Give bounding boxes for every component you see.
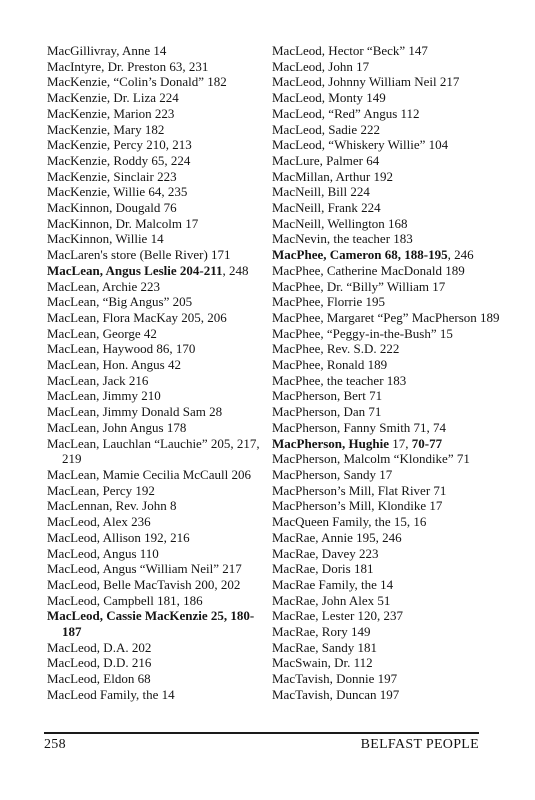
index-entry-text: MacQueen Family, the 15, 16 <box>272 514 427 530</box>
index-entry-text: MacLeod, “Whiskery Willie” 104 <box>272 137 449 153</box>
index-entry <box>47 546 272 562</box>
index-entry-text: MacNevin, the teacher 183 <box>272 231 413 247</box>
index-entry <box>272 483 512 499</box>
index-entry <box>272 640 512 656</box>
index-entry <box>272 451 512 467</box>
index-entry <box>47 671 272 687</box>
index-entry-text: MacKinnon, Dougald 76 <box>47 200 177 216</box>
index-entry-text: MacLeod, Allison 192, 216 <box>47 529 190 545</box>
index-entry-text: MacLeod, Monty 149 <box>272 90 386 106</box>
index-entry <box>47 263 272 279</box>
index-entry <box>272 514 512 530</box>
index-entry-text: MacPherson, Fanny Smith 71, 74 <box>272 419 447 435</box>
index-entry <box>272 467 512 483</box>
index-entry-text: MacLean, Percy 192 <box>47 482 155 498</box>
index-entry <box>47 404 272 420</box>
index-entry <box>272 577 512 593</box>
index-entry <box>47 561 272 577</box>
index-entry <box>47 294 272 310</box>
index-entry <box>272 137 512 153</box>
index-entry <box>47 43 272 59</box>
index-entry <box>272 388 512 404</box>
index-entry-bold-text: MacLean, Angus Leslie <box>47 262 180 278</box>
index-entry <box>272 90 512 106</box>
index-entry-text: MacLeod, Angus 110 <box>47 545 159 561</box>
index-entry-text: MacLean, Jack 216 <box>47 372 149 388</box>
index-entry <box>272 420 512 436</box>
index-entry-text: MacPhee, Margaret “Peg” MacPherson 189 <box>272 309 500 325</box>
index-entry-text: MacRae, Doris 181 <box>272 561 374 577</box>
index-entry-text: MacLean, Haywood 86, 170 <box>47 341 196 357</box>
index-entry-bold-text: MacPherson, Hughie <box>272 435 389 451</box>
index-entry <box>272 655 512 671</box>
index-entry-text: MacPherson, Bert 71 <box>272 388 383 404</box>
index-entry-text: MacNeill, Frank 224 <box>272 200 381 216</box>
index-entry <box>47 498 272 514</box>
index-entry-text: MacPhee, “Peggy-in-the-Bush” 15 <box>272 325 453 341</box>
index-entry-text: MacKenzie, Mary 182 <box>47 121 165 137</box>
index-entry <box>272 326 512 342</box>
index-entry-text: MacLean, Mamie Cecilia McCaull 206 <box>47 466 251 482</box>
index-entry <box>272 122 512 138</box>
index-entry-text: MacLeod, Sadie 222 <box>272 121 380 137</box>
index-entry <box>47 467 272 483</box>
index-entry-text: MacRae, John Alex 51 <box>272 592 391 608</box>
index-entry <box>47 137 272 153</box>
index-entry <box>272 530 512 546</box>
index-entry <box>47 106 272 122</box>
index-entry-text: MacGillivray, Anne 14 <box>47 43 167 58</box>
index-entry <box>272 436 512 452</box>
index-entry-text: MacPherson’s Mill, Klondike 17 <box>272 498 443 514</box>
index-entry-text: MacPhee, Florrie 195 <box>272 294 386 310</box>
index-entry <box>47 341 272 357</box>
index-entry <box>272 687 512 703</box>
index-entry-text: MacLeod Family, the 14 <box>47 686 175 702</box>
index-entry <box>272 561 512 577</box>
index-entry-text: MacMillan, Arthur 192 <box>272 168 393 184</box>
index-entry-text: MacPhee, Rev. S.D. 222 <box>272 341 400 357</box>
index-entry <box>272 546 512 562</box>
index-entry <box>272 43 512 59</box>
index-entry <box>272 153 512 169</box>
index-entry-text: MacKenzie, Percy 210, 213 <box>47 137 192 153</box>
index-entry-text: MacLean, John Angus 178 <box>47 419 187 435</box>
index-entry <box>47 483 272 499</box>
index-entry <box>47 655 272 671</box>
index-entry-text: MacLennan, Rev. John 8 <box>47 498 177 514</box>
index-entry <box>47 577 272 593</box>
page-number: 258 <box>44 737 66 752</box>
index-entry <box>272 608 512 624</box>
index-entry-text: MacRae, Annie 195, 246 <box>272 529 402 545</box>
index-entry <box>272 357 512 373</box>
index-entry-text: MacRae Family, the 14 <box>272 576 394 592</box>
index-entry <box>272 200 512 216</box>
index-entry-text: MacSwain, Dr. 112 <box>272 655 373 671</box>
index-entry <box>47 373 272 389</box>
index-entry <box>272 279 512 295</box>
index-entry <box>47 90 272 106</box>
index-entry-text: , 246 <box>447 247 474 263</box>
index-entry-text: MacPhee, Ronald 189 <box>272 357 388 373</box>
index-entry-text: MacRae, Rory 149 <box>272 624 371 640</box>
index-entry <box>47 388 272 404</box>
index-entry-text: , 248 <box>222 262 249 278</box>
index-entry-text: MacTavish, Donnie 197 <box>272 671 398 687</box>
index-entry-text: MacPherson, Dan 71 <box>272 404 382 420</box>
index-entry-text: MacKenzie, Willie 64, 235 <box>47 184 188 200</box>
index-entry-text: MacLure, Palmer 64 <box>272 152 380 168</box>
index-entry-text: MacLean, Archie 223 <box>47 278 160 294</box>
index-entry <box>47 357 272 373</box>
index-entry-text: MacLean, “Big Angus” 205 <box>47 294 193 310</box>
index-entry-text: MacLeod, D.D. 216 <box>47 655 152 671</box>
index-entry-text: MacLeod, Hector “Beck” 147 <box>272 43 428 58</box>
index-entry <box>272 593 512 609</box>
index-entry <box>47 514 272 530</box>
index-entry-text: MacKinnon, Dr. Malcolm 17 <box>47 215 199 231</box>
index-entry <box>47 59 272 75</box>
index-entry-text: MacLeod, Belle MacTavish 200, 202 <box>47 576 241 592</box>
index-entry <box>272 263 512 279</box>
index-entry <box>272 216 512 232</box>
index-entry-text: MacPherson’s Mill, Flat River 71 <box>272 482 447 498</box>
index-entry <box>47 640 272 656</box>
index-entry-text: MacKenzie, Marion 223 <box>47 105 175 121</box>
index-entry <box>47 169 272 185</box>
index-entry-text: MacLeod, Angus “William Neil” 217 <box>47 561 242 577</box>
index-entry <box>272 106 512 122</box>
index-entry-text: 17, <box>389 435 412 451</box>
index-entry <box>272 59 512 75</box>
index-entry <box>272 247 512 263</box>
index-entry <box>272 373 512 389</box>
index-entry <box>272 74 512 90</box>
index-column-left <box>47 43 272 703</box>
index-entry-text: MacLean, Lauchlan “Lauchie” 205, 217, 219 <box>47 435 260 467</box>
index-entry <box>272 624 512 640</box>
index-entry-text: MacLeod, “Red” Angus 112 <box>272 105 420 121</box>
index-entry-text: MacPherson, Sandy 17 <box>272 466 393 482</box>
index-entry <box>47 122 272 138</box>
index-entry <box>272 294 512 310</box>
index-entry <box>47 687 272 703</box>
index-entry-text: MacPhee, the teacher 183 <box>272 372 407 388</box>
index-entry-text: MacRae, Davey 223 <box>272 545 379 561</box>
index-entry <box>47 530 272 546</box>
index-entry <box>272 341 512 357</box>
index-entry <box>47 593 272 609</box>
index-entry-text: MacTavish, Duncan 197 <box>272 686 400 702</box>
index-entry <box>272 404 512 420</box>
index-entry-text: MacLeod, D.A. 202 <box>47 639 152 655</box>
index-entry-text: MacLean, Hon. Angus 42 <box>47 357 181 373</box>
index-entry-text: MacLaren's store (Belle River) 171 <box>47 247 231 263</box>
index-entry <box>47 184 272 200</box>
index-entry <box>272 498 512 514</box>
index-entry <box>47 153 272 169</box>
index-entry <box>47 608 272 639</box>
index-entry-text: MacLean, Jimmy Donald Sam 28 <box>47 404 223 420</box>
index-entry <box>47 74 272 90</box>
index-entry-text: MacLeod, Alex 236 <box>47 514 151 530</box>
index-entry-text: MacKinnon, Willie 14 <box>47 231 164 247</box>
index-entry <box>272 671 512 687</box>
index-entry-bold-text: 70-77 <box>411 435 443 451</box>
index-entry-text: MacKenzie, Dr. Liza 224 <box>47 90 179 106</box>
index-entry-text: MacKenzie, Sinclair 223 <box>47 168 177 184</box>
index-entry-text: MacLean, Jimmy 210 <box>47 388 161 404</box>
index-entry <box>47 436 272 467</box>
index-entry <box>272 310 512 326</box>
index-entry-text: MacPherson, Malcolm “Klondike” 71 <box>272 451 470 467</box>
index-entry-bold-text: 204-211 <box>179 262 223 278</box>
index-entry <box>47 200 272 216</box>
index-entry <box>272 169 512 185</box>
index-entry-bold-text: MacPhee, Cameron 68, 188-195 <box>272 247 448 263</box>
index-entry <box>272 184 512 200</box>
index-entry-text: MacIntyre, Dr. Preston 63, 231 <box>47 58 209 74</box>
index-entry <box>47 247 272 263</box>
running-title: BELFAST PEOPLE <box>360 737 479 752</box>
index-entry <box>47 420 272 436</box>
index-entry-text: MacKenzie, “Colin’s Donald” 182 <box>47 74 227 90</box>
index-entry-text: MacKenzie, Roddy 65, 224 <box>47 152 191 168</box>
index-entry-text: MacLeod, John 17 <box>272 58 370 74</box>
index-entry-text: MacNeill, Wellington 168 <box>272 215 408 231</box>
index-entry <box>47 216 272 232</box>
index-entry-text: MacLean, George 42 <box>47 325 157 341</box>
index-entry <box>47 279 272 295</box>
index-entry-text: MacPhee, Dr. “Billy” William 17 <box>272 278 446 294</box>
index-entry-bold-text: MacLeod, Cassie MacKenzie 25, 180-187 <box>47 608 255 640</box>
index-entry <box>47 231 272 247</box>
index-entry <box>47 310 272 326</box>
index-entry <box>47 326 272 342</box>
footer-rule <box>44 732 479 734</box>
index-entry-text: MacLeod, Johnny William Neil 217 <box>272 74 460 90</box>
index-column-right <box>272 43 512 703</box>
index-entry-text: MacRae, Sandy 181 <box>272 639 378 655</box>
index-entry-text: MacLeod, Campbell 181, 186 <box>47 592 203 608</box>
index-entry-text: MacLean, Flora MacKay 205, 206 <box>47 309 227 325</box>
index-entry-text: MacPhee, Catherine MacDonald 189 <box>272 262 465 278</box>
index-entry <box>272 231 512 247</box>
index-entry-text: MacRae, Lester 120, 237 <box>272 608 404 624</box>
index-entry-text: MacLeod, Eldon 68 <box>47 671 151 687</box>
index-entry-text: MacNeill, Bill 224 <box>272 184 370 200</box>
